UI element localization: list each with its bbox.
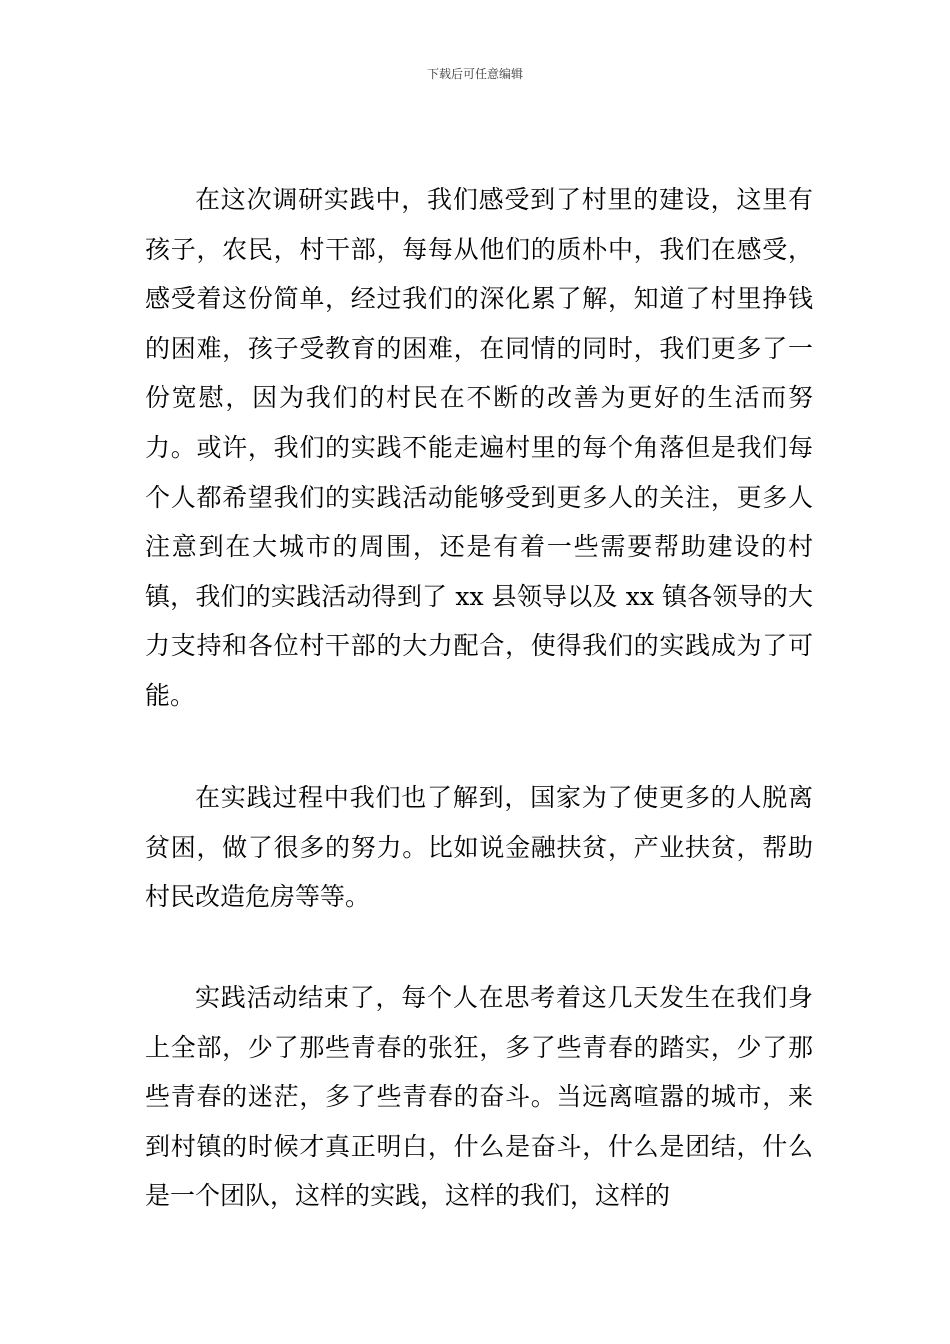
body-paragraph-1: 在这次调研实践中，我们感受到了村里的建设，这里有孩子，农民，村干部，每每从他们的质朴中，我们在感受，感受着这份简单，经过我们的深化累了解，知道了村里挣钱的困难，孩子受教育的困难，在同情的同时，我们更多了一份宽慰，因为我们的村民在不断的改善为更好的生活而努力。或许，我们的实践不能走遍村里的每个角落但是我们每个人都希望我们的实践活动能够受到更多人的关注，更多人注意到在大城市的周围，还是有着一些需要帮助建设的村镇，我们的实践活动得到了 xx 县领导以及 xx 镇各领导的大力支持和各位村干部的大力配合，使得我们的实践成为了可能。	[145, 185, 813, 710]
header-note: 下载后可任意编辑	[426, 67, 523, 81]
body-paragraph-2: 在实践过程中我们也了解到，国家为了使更多的人脱离贫困，做了很多的努力。比如说金融扶贫，产业扶贫，帮助村民改造危房等等。	[145, 783, 813, 912]
body-paragraph-3: 实践活动结束了，每个人在思考着这几天发生在我们身上全部，少了那些青春的张狂，多了些青春的踏实，少了那些青春的迷茫，多了些青春的奋斗。当远离喧嚣的城市，来到村镇的时候才真正明白，什么是奋斗，什么是团结，什么是一个团队，这样的实践，这样的我们，这样的	[145, 983, 813, 1211]
